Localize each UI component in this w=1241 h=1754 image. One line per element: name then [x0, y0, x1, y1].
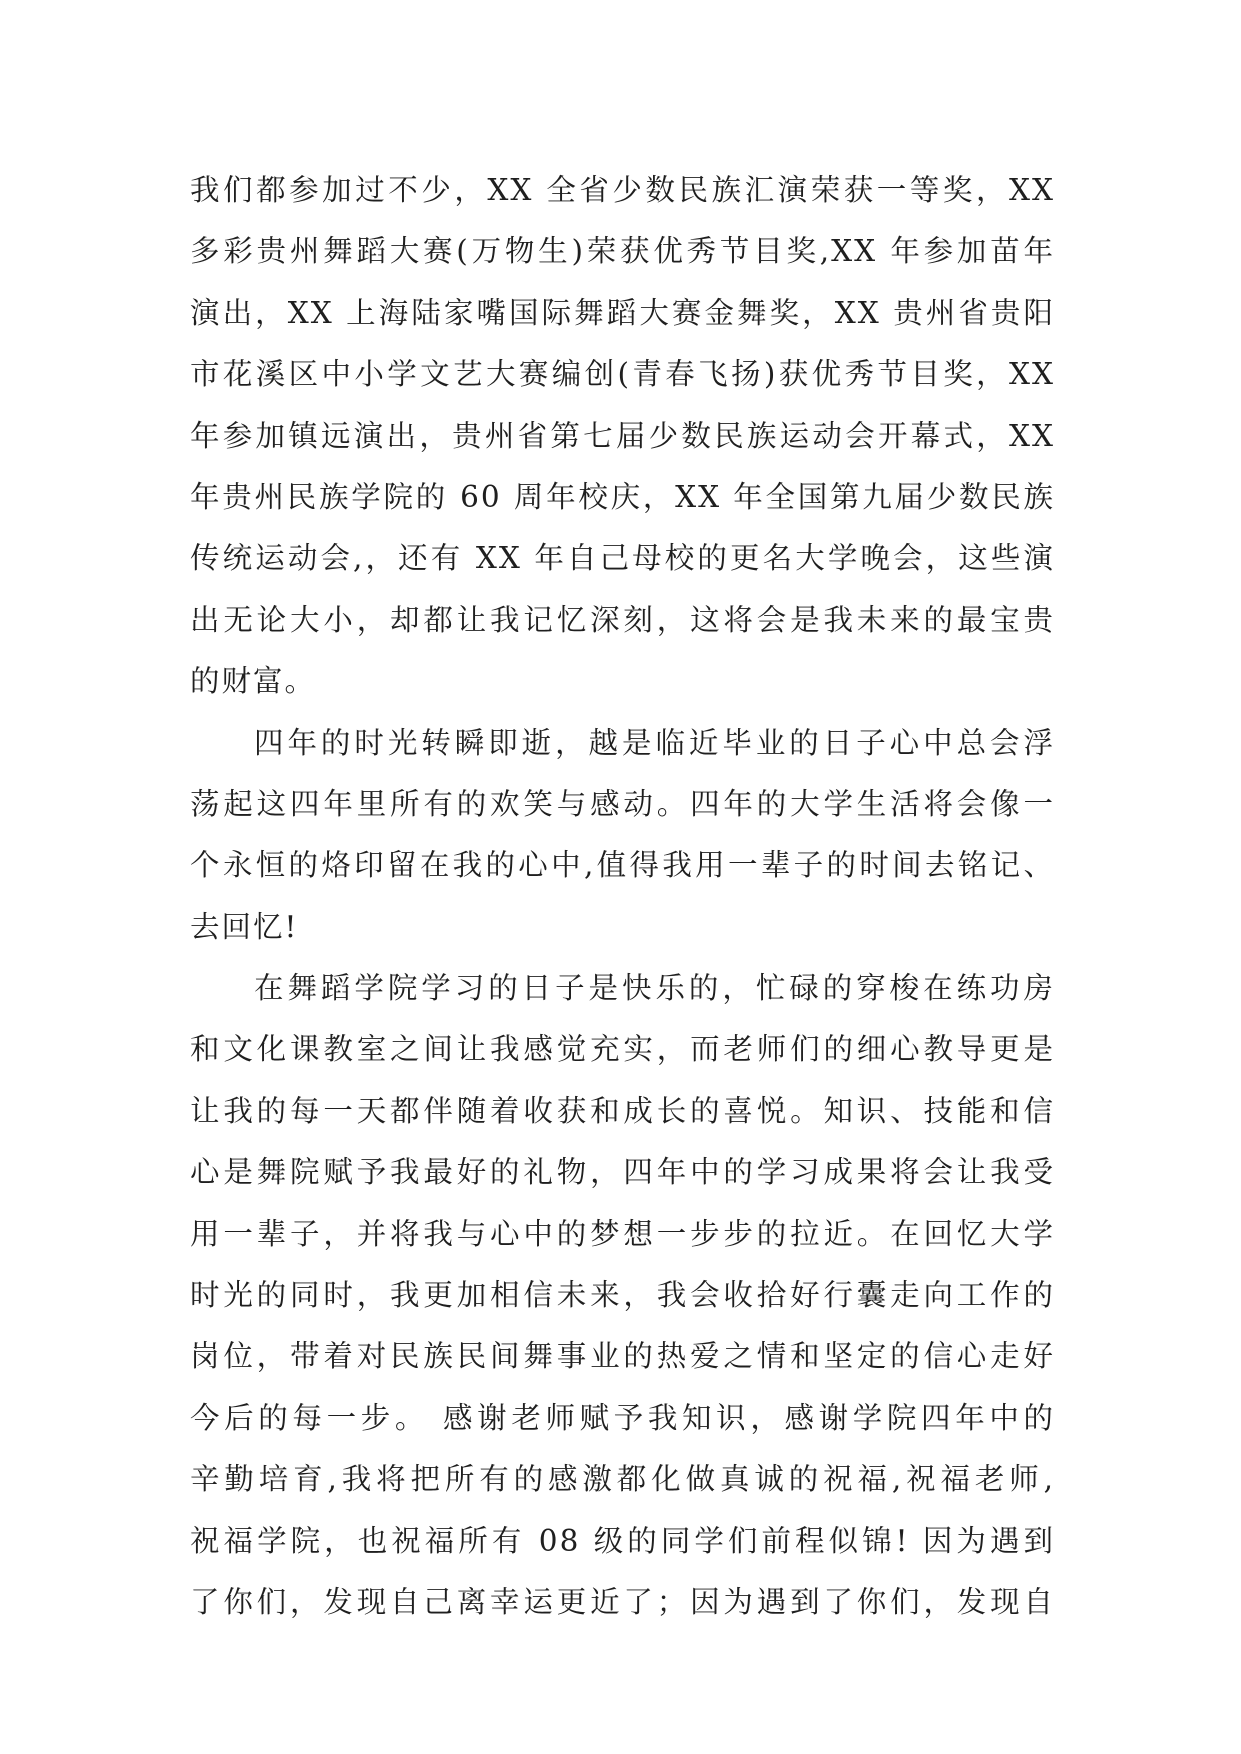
text-line: 年参加镇远演出，贵州省第七届少数民族运动会开幕式，XX [190, 418, 1055, 453]
text-line: 了你们，发现自己离幸运更近了；因为遇到了你们，发现自 [190, 1584, 1055, 1619]
text-line: 演出，XX 上海陆家嘴国际舞蹈大赛金舞奖，XX 贵州省贵阳 [190, 295, 1055, 330]
text-line: 和文化课教室之间让我感觉充实，而老师们的细心教导更是 [190, 1032, 1055, 1067]
text-line: 多彩贵州舞蹈大赛(万物生)荣获优秀节目奖,XX 年参加苗年 [190, 234, 1055, 269]
text-line: 祝福学院，也祝福所有 08 级的同学们前程似锦! 因为遇到 [190, 1523, 1055, 1558]
text-line: 岗位，带着对民族民间舞事业的热爱之情和坚定的信心走好 [190, 1339, 1055, 1374]
text-line: 荡起这四年里所有的欢笑与感动。四年的大学生活将会像一 [190, 786, 1055, 821]
text-line: 传统运动会,，还有 XX 年自己母校的更名大学晚会，这些演 [190, 541, 1055, 576]
text-line: 出无论大小，却都让我记忆深刻，这将会是我未来的最宝贵 [190, 602, 1055, 637]
text-line: 的财富。 [190, 664, 317, 699]
body-text [190, 160, 1055, 1633]
text-line: 让我的每一天都伴随着收获和成长的喜悦。知识、技能和信 [190, 1093, 1055, 1128]
text-line: 心是舞院赋予我最好的礼物，四年中的学习成果将会让我受 [190, 1155, 1055, 1190]
text-line: 今后的每一步。 感谢老师赋予我知识，感谢学院四年中的 [190, 1400, 1055, 1435]
paragraph-start-line: 在舞蹈学院学习的日子是快乐的，忙碌的穿梭在练功房 [254, 971, 1055, 1006]
text-line: 时光的同时，我更加相信未来，我会收拾好行囊走向工作的 [190, 1278, 1055, 1313]
text-line: 我们都参加过不少，XX 全省少数民族汇演荣获一等奖，XX [190, 173, 1055, 207]
paragraph-start-line: 四年的时光转瞬即逝，越是临近毕业的日子心中总会浮 [254, 725, 1055, 760]
text-line: 市花溪区中小学文艺大赛编创(青春飞扬)获优秀节目奖，XX [190, 357, 1055, 392]
text-line: 年贵州民族学院的 60 周年校庆，XX 年全国第九届少数民族 [190, 479, 1055, 514]
text-line: 个永恒的烙印留在我的心中,值得我用一辈子的时间去铭记、 [190, 848, 1055, 883]
text-line: 辛勤培育,我将把所有的感激都化做真诚的祝福,祝福老师, [190, 1462, 1055, 1497]
text-line: 用一辈子，并将我与心中的梦想一步步的拉近。在回忆大学 [190, 1216, 1055, 1251]
text-line: 去回忆! [190, 909, 299, 944]
